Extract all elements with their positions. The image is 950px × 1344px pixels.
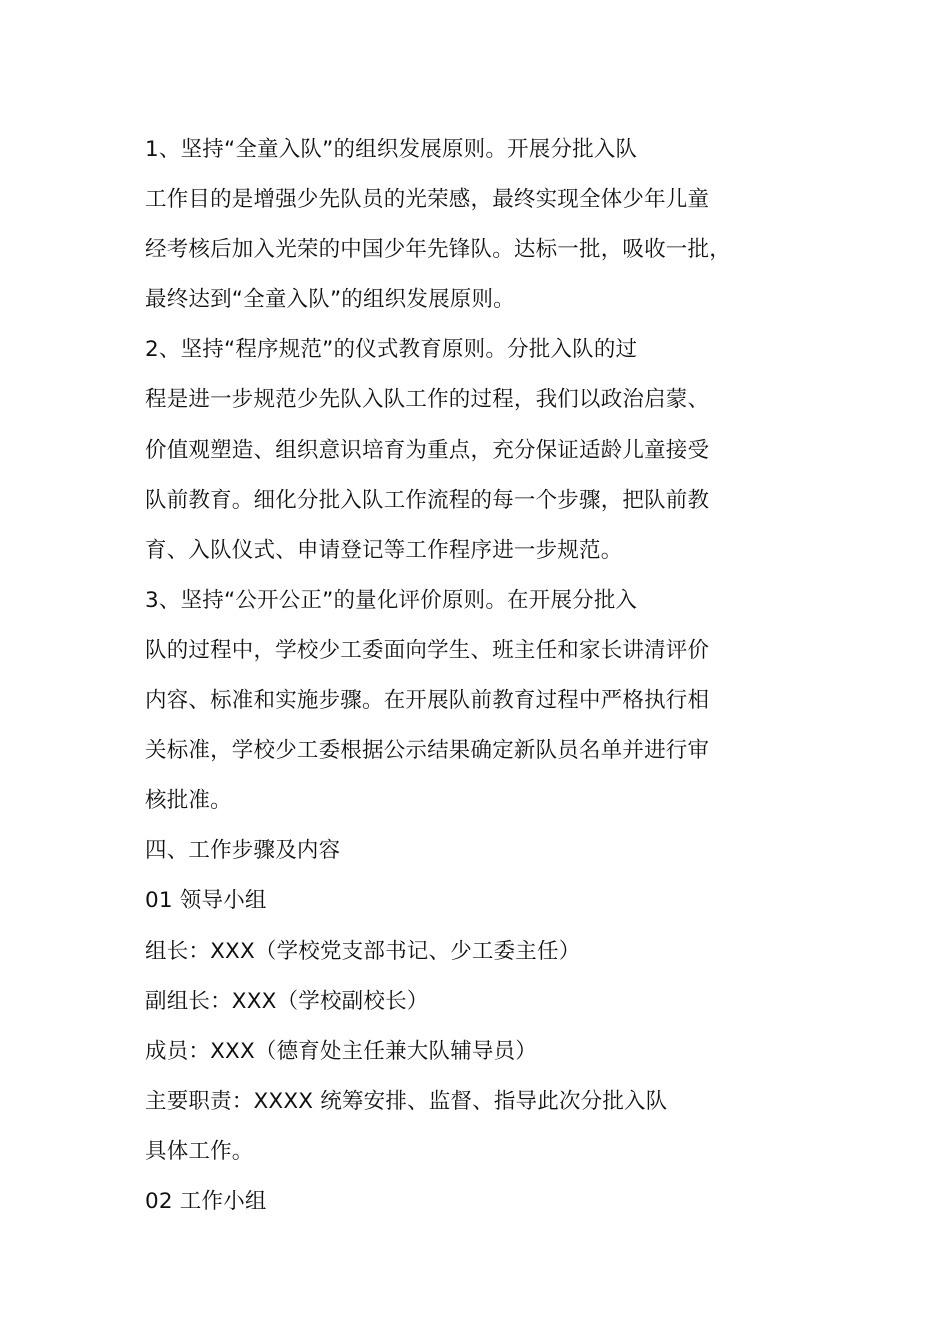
- text-line: 组长：XXX（学校党支部书记、少工委主任）: [145, 938, 581, 964]
- text-line: 队的过程中，学校少工委面向学生、班主任和家长讲清评价: [145, 637, 710, 663]
- text-line: 3、坚持“公开公正”的量化评价原则。在开展分批入: [145, 587, 638, 613]
- document-body: [145, 130, 825, 1232]
- text-line: 主要职责：XXXX 统筹安排、监督、指导此次分批入队: [145, 1088, 668, 1114]
- text-line: 内容、标准和实施步骤。在开展队前教育过程中严格执行相: [145, 688, 710, 714]
- text-line: 价值观塑造、组织意识培育为重点，充分保证适龄儿童接受: [145, 437, 710, 463]
- section-heading: 四、工作步骤及内容: [145, 838, 341, 864]
- text-line: 工作目的是增强少先队员的光荣感，最终实现全体少年儿童: [145, 187, 710, 213]
- text-line: 副组长：XXX（学校副校长）: [145, 988, 429, 1014]
- text-line: 核批准。: [145, 788, 232, 814]
- text-line: 1、坚持“全童入队”的组织发展原则。开展分批入队: [145, 137, 638, 162]
- text-line: 队前教育。细化分批入队工作流程的每一个步骤，把队前教: [145, 487, 710, 513]
- subsection-heading: 01 领导小组: [145, 888, 267, 914]
- text-line: 最终达到“全童入队”的组织发展原则。: [145, 287, 515, 313]
- subsection-heading: 02 工作小组: [145, 1188, 267, 1214]
- text-line: 具体工作。: [145, 1138, 254, 1164]
- text-line: 关标准，学校少工委根据公示结果确定新队员名单并进行审: [145, 738, 710, 764]
- text-line: 成员：XXX（德育处主任兼大队辅导员）: [145, 1038, 537, 1064]
- text-line: 育、入队仪式、申请登记等工作程序进一步规范。: [145, 537, 623, 563]
- text-line: 2、坚持“程序规范”的仪式教育原则。分批入队的过: [145, 337, 638, 363]
- text-line: 经考核后加入光荣的中国少年先锋队。达标一批，吸收一批，: [145, 237, 731, 263]
- text-line: 程是进一步规范少先队入队工作的过程，我们以政治启蒙、: [145, 387, 710, 413]
